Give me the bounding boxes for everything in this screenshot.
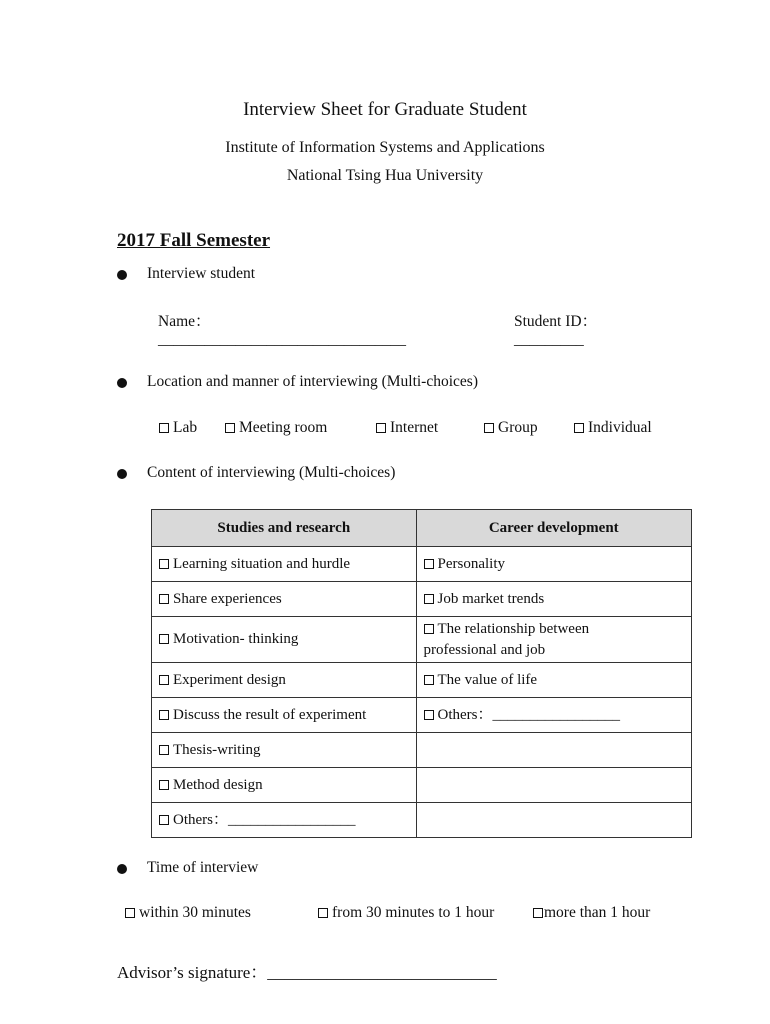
checkbox-icon[interactable] xyxy=(376,423,386,433)
column-header-career: Career development xyxy=(416,510,691,547)
table-cell-empty xyxy=(416,733,691,768)
table-cell[interactable]: The value of life xyxy=(416,663,691,698)
table-row xyxy=(152,617,692,663)
table-cell[interactable]: Discuss the result of experiment xyxy=(152,698,417,733)
checkbox-icon[interactable] xyxy=(318,908,328,918)
checkbox-icon[interactable] xyxy=(533,908,543,918)
table-row xyxy=(152,768,692,803)
table-row xyxy=(152,547,692,582)
checkbox-icon[interactable] xyxy=(225,423,235,433)
advisor-signature-field[interactable]: Advisor’s signature：___________________________ xyxy=(117,963,497,982)
location-option-meeting-room[interactable]: Meeting room xyxy=(225,419,327,437)
checkbox-icon[interactable] xyxy=(574,423,584,433)
location-option-lab[interactable]: Lab xyxy=(159,419,197,437)
checkbox-icon[interactable] xyxy=(424,710,434,720)
checkbox-icon[interactable] xyxy=(159,423,169,433)
student-id-field[interactable]: _________ xyxy=(514,331,584,348)
checkbox-icon[interactable] xyxy=(424,624,434,634)
name-label: Name： xyxy=(158,313,211,330)
checkbox-icon[interactable] xyxy=(424,594,434,604)
semester-heading: 2017 Fall Semester xyxy=(117,230,271,251)
checkbox-icon[interactable] xyxy=(159,745,169,755)
table-cell-empty xyxy=(416,768,691,803)
column-header-studies: Studies and research xyxy=(152,510,417,547)
table-cell[interactable]: Others：_________________ xyxy=(416,698,691,733)
table-cell-empty xyxy=(416,803,691,838)
table-row xyxy=(152,582,692,617)
bullet-icon xyxy=(117,864,127,874)
checkbox-icon[interactable] xyxy=(424,675,434,685)
checkbox-icon[interactable] xyxy=(159,634,169,644)
checkbox-icon[interactable] xyxy=(159,780,169,790)
time-option-30-to-60[interactable]: from 30 minutes to 1 hour xyxy=(318,904,494,922)
student-id-label: Student ID： xyxy=(514,313,598,330)
bullet-icon xyxy=(117,270,127,280)
checkbox-icon[interactable] xyxy=(159,815,169,825)
table-cell[interactable]: Others：_________________ xyxy=(152,803,417,838)
table-cell[interactable]: Thesis-writing xyxy=(152,733,417,768)
university-name: National Tsing Hua University xyxy=(286,167,484,184)
location-label: Location and manner of interviewing (Multi-choices) xyxy=(147,373,478,390)
time-label: Time of interview xyxy=(147,859,259,876)
time-option-over-hour[interactable]: more than 1 hour xyxy=(533,904,650,922)
time-option-within-30[interactable]: within 30 minutes xyxy=(125,904,251,922)
location-option-internet[interactable]: Internet xyxy=(376,419,438,437)
interview-student-section xyxy=(117,265,255,283)
checkbox-icon[interactable] xyxy=(424,559,434,569)
content-table xyxy=(151,509,692,838)
table-row xyxy=(152,803,692,838)
bullet-icon xyxy=(117,469,127,479)
bullet-icon xyxy=(117,378,127,388)
location-section xyxy=(117,373,478,391)
table-cell[interactable]: Method design xyxy=(152,768,417,803)
table-row xyxy=(152,733,692,768)
table-cell[interactable]: Share experiences xyxy=(152,582,417,617)
institute-name: Institute of Information Systems and Applications xyxy=(225,139,545,156)
checkbox-icon[interactable] xyxy=(159,710,169,720)
table-cell[interactable]: The relationship between professional and job xyxy=(416,617,691,663)
checkbox-icon[interactable] xyxy=(125,908,135,918)
table-cell[interactable]: Personality xyxy=(416,547,691,582)
name-field[interactable]: ________________________________ xyxy=(158,331,406,348)
checkbox-icon[interactable] xyxy=(159,594,169,604)
table-cell[interactable]: Learning situation and hurdle xyxy=(152,547,417,582)
interview-student-label: Interview student xyxy=(147,265,256,282)
content-label: Content of interviewing (Multi-choices) xyxy=(147,464,396,481)
checkbox-icon[interactable] xyxy=(159,559,169,569)
content-section xyxy=(117,464,395,482)
location-option-individual[interactable]: Individual xyxy=(574,419,652,437)
table-cell[interactable]: Experiment design xyxy=(152,663,417,698)
page-title: Interview Sheet for Graduate Student xyxy=(243,99,527,120)
table-cell[interactable]: Motivation- thinking xyxy=(152,617,417,663)
time-section xyxy=(117,859,258,877)
table-row xyxy=(152,698,692,733)
table-cell[interactable]: Job market trends xyxy=(416,582,691,617)
table-row xyxy=(152,663,692,698)
table-header-row xyxy=(152,510,692,547)
location-option-group[interactable]: Group xyxy=(484,419,538,437)
checkbox-icon[interactable] xyxy=(484,423,494,433)
checkbox-icon[interactable] xyxy=(159,675,169,685)
